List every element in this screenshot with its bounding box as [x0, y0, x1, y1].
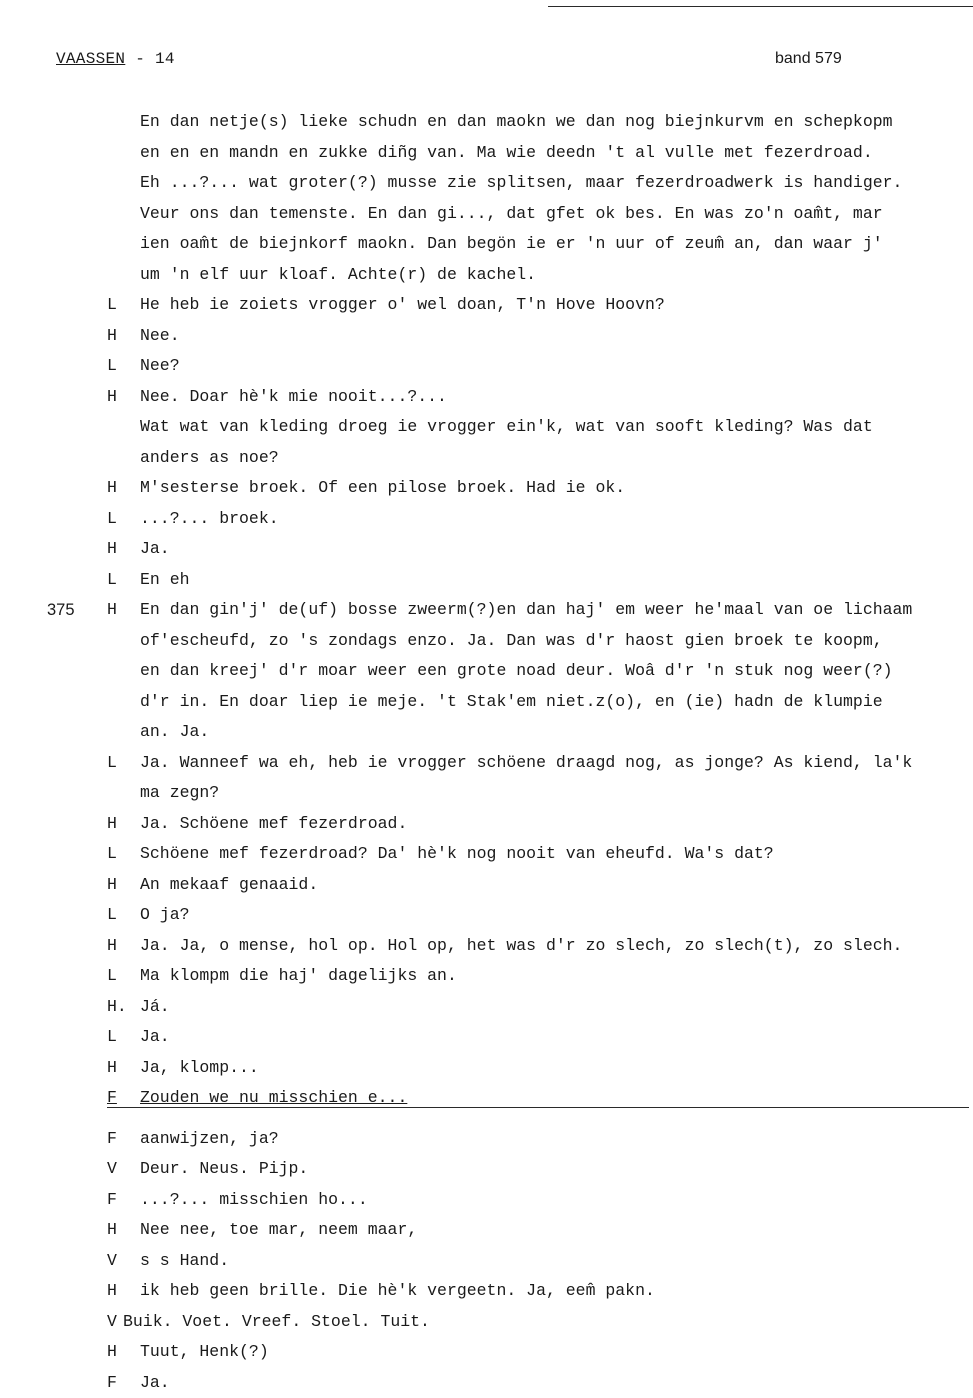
- transcript-line: [0, 1185, 973, 1216]
- speaker-label: V: [107, 1246, 117, 1277]
- speaker-label: F: [107, 1368, 117, 1398]
- transcript-line: [0, 382, 973, 413]
- transcript-line: [0, 504, 973, 535]
- utterance-text: Ma klompm die haj' dagelijks an.: [140, 961, 457, 992]
- section-rule: [107, 1107, 969, 1108]
- utterance-text: d'r in. En doar liep ie meje. 't Stak'em niet.z(o), en (ie) hadn de klumpie: [140, 687, 883, 718]
- transcript-line: [0, 107, 973, 138]
- utterance-text: O ja?: [140, 900, 190, 931]
- utterance-text: Buik. Voet. Vreef. Stoel. Tuit.: [123, 1307, 430, 1338]
- speaker-label: F: [107, 1083, 117, 1114]
- transcript-line: [0, 351, 973, 382]
- transcript: [0, 107, 973, 1398]
- utterance-text: Nee. Doar hè'k mie nooit...?...: [140, 382, 447, 413]
- transcript-line: [0, 443, 973, 474]
- speaker-label: L: [107, 1022, 117, 1053]
- transcript-line: [0, 809, 973, 840]
- transcript-line: [0, 778, 973, 809]
- utterance-text: Nee.: [140, 321, 180, 352]
- top-rule: [548, 6, 973, 7]
- transcript-line: [0, 656, 973, 687]
- utterance-text: s s Hand.: [140, 1246, 229, 1277]
- utterance-text: anders as noe?: [140, 443, 279, 474]
- utterance-text: Já.: [140, 992, 170, 1023]
- utterance-text: Veur ons dan temenste. En dan gi..., dat gfet ok bes. En was zo'n oam̂t, mar: [140, 199, 883, 230]
- transcript-line: [0, 931, 973, 962]
- transcript-line: [0, 199, 973, 230]
- speaker-label: H: [107, 473, 117, 504]
- speaker-label: H: [107, 1337, 117, 1368]
- page-header-left: [56, 50, 175, 68]
- speaker-label: H: [107, 1215, 117, 1246]
- utterance-text: Zouden we nu misschien e...: [140, 1083, 407, 1114]
- transcript-line: [0, 595, 973, 626]
- page-number: - 14: [125, 50, 175, 68]
- transcript-line: [0, 1053, 973, 1084]
- transcript-line: [0, 1215, 973, 1246]
- utterance-text: Ja. Schöene mef fezerdroad.: [140, 809, 407, 840]
- transcript-line: [0, 1022, 973, 1053]
- transcript-line: [0, 168, 973, 199]
- transcript-line: [0, 473, 973, 504]
- transcript-line: [0, 1276, 973, 1307]
- section-break-line: [0, 1083, 973, 1114]
- utterance-text: en en en mandn en zukke diñg van. Ma wie deedn 't al vulle met fezerdroad.: [140, 138, 873, 169]
- speaker-label: H: [107, 534, 117, 565]
- utterance-text: Nee?: [140, 351, 180, 382]
- speaker-label: L: [107, 961, 117, 992]
- transcript-line: [0, 290, 973, 321]
- transcript-line: [0, 748, 973, 779]
- speaker-label: L: [107, 748, 117, 779]
- speaker-label: H: [107, 382, 117, 413]
- section-gap: [0, 1114, 973, 1124]
- speaker-label: L: [107, 504, 117, 535]
- utterance-text: Ja.: [140, 534, 170, 565]
- utterance-text: En dan netje(s) lieke schudn en dan maokn we dan nog biejnkurvm en schepkopm: [140, 107, 893, 138]
- utterance-text: Ja, klomp...: [140, 1053, 259, 1084]
- utterance-text: Deur. Neus. Pijp.: [140, 1154, 308, 1185]
- speaker-label: L: [107, 839, 117, 870]
- speaker-label: H: [107, 931, 117, 962]
- utterance-text: ma zegn?: [140, 778, 219, 809]
- utterance-text: Ja. Wanneef wa eh, heb ie vrogger schöene draagd nog, as jonge? As kiend, la'k: [140, 748, 912, 779]
- utterance-text: ien oam̂t de biejnkorf maokn. Dan begön ie er 'n uur of zeum̂ an, dan waar j': [140, 229, 883, 260]
- transcript-line: [0, 1154, 973, 1185]
- transcript-line: [0, 900, 973, 931]
- transcript-line: [0, 534, 973, 565]
- transcript-line: [0, 626, 973, 657]
- transcript-line: [0, 961, 973, 992]
- speaker-label: F: [107, 1124, 117, 1155]
- transcript-line: [0, 1246, 973, 1277]
- speaker-label: L: [107, 290, 117, 321]
- utterance-text: He heb ie zoiets vrogger o' wel doan, T'n Hove Hoovn?: [140, 290, 665, 321]
- utterance-text: en dan kreej' d'r moar weer een grote noad deur. Woâ d'r 'n stuk nog weer(?): [140, 656, 893, 687]
- speaker-label: H: [107, 870, 117, 901]
- speaker-label: H: [107, 809, 117, 840]
- utterance-text: Wat wat van kleding droeg ie vrogger ein'k, wat van sooft kleding? Was dat: [140, 412, 873, 443]
- transcript-line: [0, 1307, 973, 1338]
- transcript-line: [0, 138, 973, 169]
- speaker-label: L: [107, 565, 117, 596]
- transcript-line: [0, 687, 973, 718]
- place-name: VAASSEN: [56, 50, 125, 68]
- transcript-line: [0, 992, 973, 1023]
- utterance-text: Schöene mef fezerdroad? Da' hè'k nog nooit van eheufd. Wa's dat?: [140, 839, 774, 870]
- speaker-label: V: [107, 1154, 117, 1185]
- band-label: band 579: [775, 50, 842, 68]
- speaker-label: H: [107, 1053, 117, 1084]
- line-number: 375: [47, 595, 75, 626]
- utterance-text: um 'n elf uur kloaf. Achte(r) de kachel.: [140, 260, 536, 291]
- utterance-text: En dan gin'j' de(uf) bosse zweerm(?)en dan haj' em weer he'maal van oe lichaam: [140, 595, 912, 626]
- speaker-label: L: [107, 900, 117, 931]
- transcript-line: [0, 839, 973, 870]
- speaker-label: H: [107, 1276, 117, 1307]
- speaker-label: V: [107, 1307, 117, 1338]
- transcript-line: [0, 260, 973, 291]
- utterance-text: Ja.: [140, 1368, 170, 1398]
- speaker-label: L: [107, 351, 117, 382]
- transcript-line: [0, 412, 973, 443]
- transcript-line: [0, 229, 973, 260]
- transcript-line: [0, 717, 973, 748]
- utterance-text: Tuut, Henk(?): [140, 1337, 269, 1368]
- utterance-text: Eh ...?... wat groter(?) musse zie splitsen, maar fezerdroadwerk is handiger.: [140, 168, 902, 199]
- speaker-label: F: [107, 1185, 117, 1216]
- utterance-text: Ja. Ja, o mense, hol op. Hol op, het was d'r zo slech, zo slech(t), zo slech.: [140, 931, 902, 962]
- utterance-text: Nee nee, toe mar, neem maar,: [140, 1215, 417, 1246]
- utterance-text: ...?... misschien ho...: [140, 1185, 368, 1216]
- transcript-line: [0, 870, 973, 901]
- utterance-text: aanwijzen, ja?: [140, 1124, 279, 1155]
- speaker-label: H: [107, 595, 117, 626]
- utterance-text: An mekaaf genaaid.: [140, 870, 318, 901]
- utterance-text: En eh: [140, 565, 190, 596]
- utterance-text: of'escheufd, zo 's zondags enzo. Ja. Dan was d'r haost gien broek te koopm,: [140, 626, 883, 657]
- speaker-label: H.: [107, 992, 127, 1023]
- utterance-text: M'sesterse broek. Of een pilose broek. Had ie ok.: [140, 473, 625, 504]
- transcript-line: [0, 1124, 973, 1155]
- transcript-line: [0, 1337, 973, 1368]
- speaker-label: H: [107, 321, 117, 352]
- transcript-line: [0, 1368, 973, 1398]
- transcript-line: [0, 565, 973, 596]
- utterance-text: ...?... broek.: [140, 504, 279, 535]
- utterance-text: ik heb geen brille. Die hè'k vergeetn. Ja, eem̂ pakn.: [140, 1276, 655, 1307]
- utterance-text: Ja.: [140, 1022, 170, 1053]
- utterance-text: an. Ja.: [140, 717, 209, 748]
- transcript-line: [0, 321, 973, 352]
